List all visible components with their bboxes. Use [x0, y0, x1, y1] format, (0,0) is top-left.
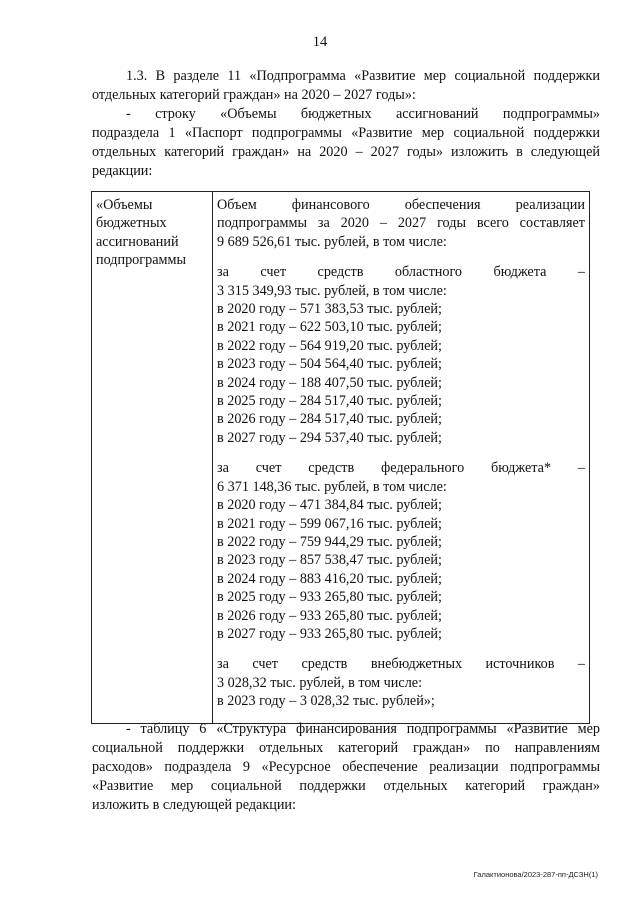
federal-line: за счет средств федерального бюджета* –	[217, 460, 585, 477]
passport-table	[91, 191, 590, 724]
federal-line: 6 371 148,36 тыс. рублей, в том числе:	[217, 478, 447, 495]
passport-value-cell	[213, 192, 590, 724]
intro-paragraph	[92, 67, 600, 181]
intro-line: 1.3. В разделе 11 «Подпрограмма «Развитие мер социальной поддержки	[126, 68, 600, 84]
regional-line: в 2026 году – 284 517,40 тыс. рублей;	[217, 411, 442, 428]
label-line: «Объемы	[96, 197, 153, 213]
extrabudget-line: 3 028,32 тыс. рублей, в том числе:	[217, 674, 423, 691]
federal-line: в 2026 году – 933 265,80 тыс. рублей;	[217, 607, 442, 624]
regional-line: в 2025 году – 284 517,40 тыс. рублей;	[217, 393, 442, 410]
federal-line: в 2024 году – 883 416,20 тыс. рублей;	[217, 570, 442, 587]
regional-line: в 2023 году – 504 564,40 тыс. рублей;	[217, 356, 442, 373]
page-number: 14	[312, 34, 328, 50]
regional-line: за счет средств областного бюджета –	[217, 264, 585, 281]
intro-line: отдельных категорий граждан» на 2020 – 2027 годы»:	[92, 87, 416, 103]
extrabudget-block	[217, 655, 585, 710]
document-code: Галактионова/2023-287-пп-ДСЗН(1)	[473, 870, 598, 879]
total-line: 9 689 526,61 тыс. рублей, в том числе:	[217, 233, 447, 250]
federal-line: в 2021 году – 599 067,16 тыс. рублей;	[217, 515, 442, 532]
federal-line: в 2022 году – 759 944,29 тыс. рублей;	[217, 533, 442, 550]
outro-line: «Развитие мер социальной поддержки отдельных категорий граждан»	[92, 778, 600, 794]
intro-line: отдельных категорий граждан» на 2020 – 2027 годы» изложить в следующей	[92, 144, 600, 160]
outro-paragraph	[92, 720, 600, 815]
total-line: подпрограммы за 2020 – 2027 годы всего составляет	[217, 215, 585, 232]
extrabudget-line: за счет средств внебюджетных источников –	[217, 656, 585, 673]
label-line: ассигнований	[96, 233, 179, 250]
intro-line: - строку «Объемы бюджетных ассигнований подпрограммы»	[126, 106, 600, 122]
label-line: бюджетных	[96, 215, 167, 232]
intro-line: редакции:	[92, 163, 153, 179]
regional-line: в 2021 году – 622 503,10 тыс. рублей;	[217, 319, 442, 336]
federal-line: в 2020 году – 471 384,84 тыс. рублей;	[217, 497, 442, 514]
regional-line: в 2027 году – 294 537,40 тыс. рублей;	[217, 429, 442, 446]
federal-line: в 2025 году – 933 265,80 тыс. рублей;	[217, 589, 442, 606]
intro-line: подраздела 1 «Паспорт подпрограммы «Развитие мер социальной поддержки	[92, 125, 600, 141]
outro-line: - таблицу 6 «Структура финансирования подпрограммы «Развитие мер	[126, 721, 600, 737]
outro-line: расходов» подраздела 9 «Ресурсное обеспечение реализации подпрограммы	[92, 759, 600, 775]
extrabudget-line: в 2023 году – 3 028,32 тыс. рублей»;	[217, 693, 435, 710]
outro-line: изложить в следующей редакции:	[92, 797, 296, 813]
label-line: подпрограммы	[96, 252, 186, 269]
passport-label-cell	[92, 192, 213, 724]
regional-line: в 2022 году – 564 919,20 тыс. рублей;	[217, 337, 442, 354]
regional-line: 3 315 349,93 тыс. рублей, в том числе:	[217, 282, 447, 299]
regional-line: в 2020 году – 571 383,53 тыс. рублей;	[217, 301, 442, 318]
federal-budget-block	[217, 459, 585, 643]
federal-line: в 2027 году – 933 265,80 тыс. рублей;	[217, 625, 442, 642]
total-funding-block	[217, 196, 585, 251]
regional-line: в 2024 году – 188 407,50 тыс. рублей;	[217, 374, 442, 391]
outro-line: социальной поддержки отдельных категорий граждан» по направлениям	[92, 740, 600, 756]
federal-line: в 2023 году – 857 538,47 тыс. рублей;	[217, 552, 442, 569]
total-line: Объем финансового обеспечения реализации	[217, 197, 585, 213]
regional-budget-block	[217, 263, 585, 447]
